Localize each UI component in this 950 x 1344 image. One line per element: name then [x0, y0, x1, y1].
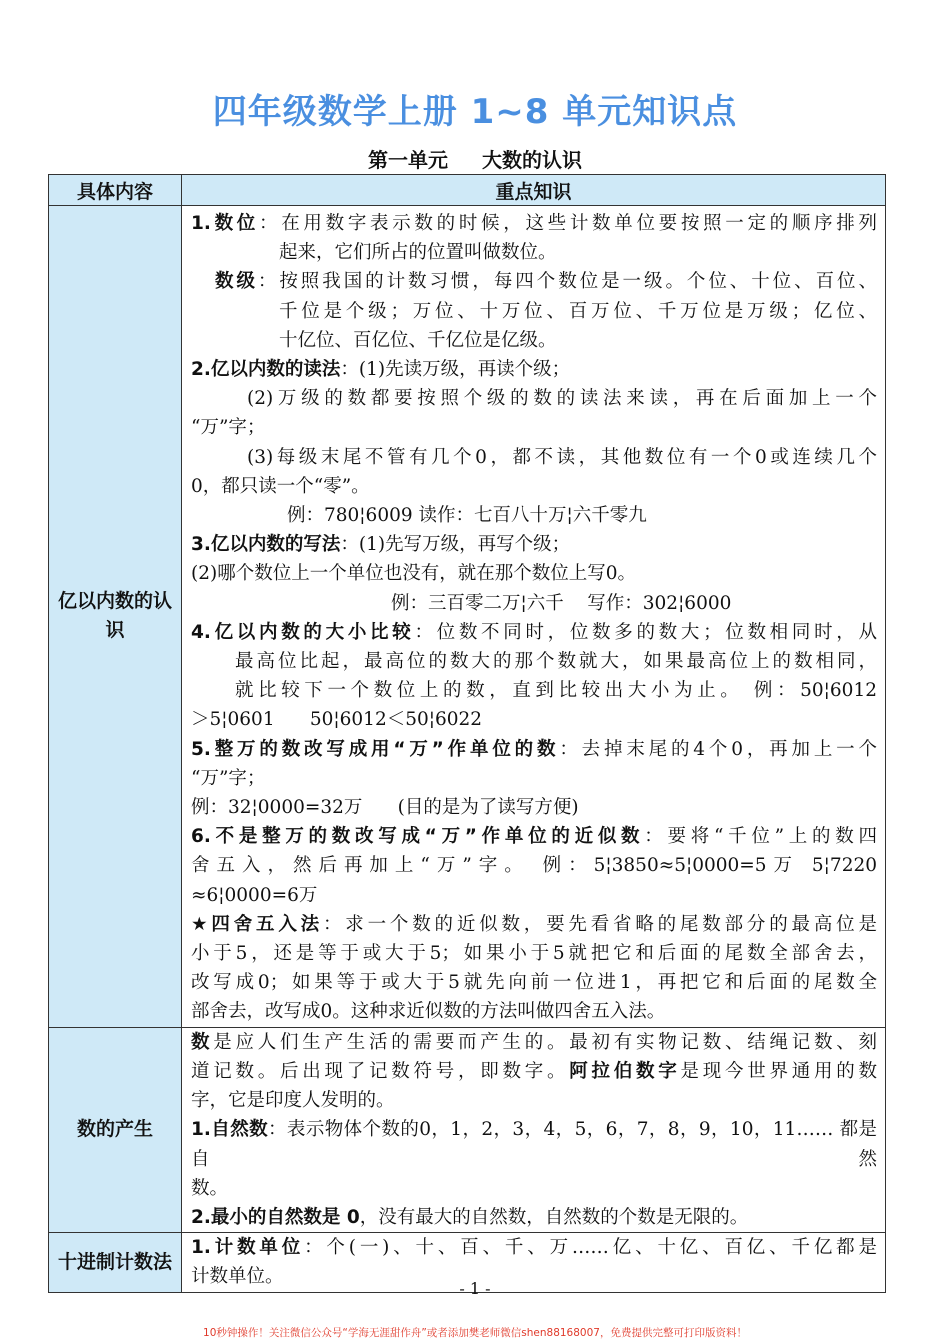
- table-row: [49, 206, 886, 1028]
- line: (2)万级的数都要按照个级的数的读法来读，再在后面加上一个: [247, 388, 877, 410]
- row-content: [182, 1027, 886, 1232]
- unit-label: 第一单元: [368, 148, 448, 172]
- document-title: 四年级数学上册 1~8 单元知识点: [212, 92, 738, 132]
- line: 4.亿以内数的大小比较：位数不同时，位数多的数大；位数相同时，从: [191, 621, 877, 643]
- line: 道记数。后出现了记数符号，即数字。阿拉伯数字是现今世界通用的数: [191, 1060, 877, 1082]
- footer-note: 10秒钟操作！关注微信公众号“学海无涯甜作舟”或者添加樊老师微信shen88168007，免费提供完整可打印版资料！: [203, 1327, 747, 1339]
- line: 1.数位：在用数字表示数的时候，这些计数单位要按照一定的顺序排列: [191, 213, 877, 234]
- line: 5.整万的数改写成用“万”作单位的数：去掉末尾的4个0，再加上一个: [191, 738, 877, 760]
- line: 十亿位、百亿位、千亿位是亿级。: [279, 329, 557, 351]
- line: 例：780¦6009 读作：七百八十万¦六千零九: [287, 505, 647, 527]
- line: 改写成0；如果等于或大于5就先向前一位进1，再把它和后面的尾数全: [191, 972, 877, 994]
- line: 1.计数单位：个(一)、十、百、千、万……亿、十亿、百亿、千亿都是: [191, 1237, 877, 1259]
- table-row: [49, 1027, 886, 1232]
- line: 例：32¦0000=32万 (目的是为了读写方便): [191, 797, 579, 819]
- line: 例：三百零二万¦六千 写作：302¦6000: [391, 592, 732, 614]
- knowledge-table: [48, 174, 886, 1293]
- line: ★四舍五入法：求一个数的近似数，要先看省略的尾数部分的最高位是: [191, 913, 877, 935]
- unit-name: 大数的认识: [482, 148, 582, 172]
- line: 数。: [191, 1177, 229, 1199]
- line: 3.亿以内数的写法：(1)先写万级，再写个级；: [191, 534, 571, 556]
- page-number: - 1 -: [459, 1279, 491, 1298]
- line: 最高位比起，最高位的数大的那个数就大，如果最高位上的数相同，: [235, 651, 877, 673]
- line: 0，都只读一个“零”。: [191, 475, 370, 497]
- line: “万”字；: [191, 417, 266, 439]
- line: 2.亿以内数的读法：(1)先读万级，再读个级；: [191, 359, 571, 381]
- row-topic: 亿以内数的认识: [49, 206, 182, 1028]
- line: 1.自然数：表示物体个数的0，1，2，3，4，5，6，7，8，9，10，11…… 都是自然: [191, 1119, 877, 1170]
- line: 数是应人们生产生活的需要而产生的。最初有实物记数、结绳记数、刻: [191, 1031, 877, 1053]
- line: 计数单位。: [191, 1266, 284, 1288]
- line: (3)每级末尾不管有几个0，都不读，其他数位有一个0或连续几个: [247, 446, 877, 468]
- line: 6.不是整万的数改写成“万”作单位的近似数：要将“千位”上的数四: [191, 826, 877, 848]
- line: ≈6¦0000=6万: [191, 884, 318, 906]
- line: 千位是个级；万位、十万位、百万位、千万位是万级；亿位、: [279, 300, 877, 322]
- line: 舍五入，然后再加上“万”字。 例：5¦3850≈5¦0000=5万 5¦7220: [191, 855, 877, 877]
- line: “万”字；: [191, 767, 266, 789]
- line: (2)哪个数位上一个单位也没有，就在那个数位上写0。: [191, 563, 636, 585]
- row-topic: 数的产生: [49, 1027, 182, 1232]
- line: 字，它是印度人发明的。: [191, 1090, 395, 1112]
- line: 2.最小的自然数是 0，没有最大的自然数，自然数的个数是无限的。: [191, 1206, 749, 1228]
- row-topic: 十进制计数法: [49, 1233, 182, 1292]
- header-key-points: 重点知识: [182, 175, 886, 206]
- header-content: 具体内容: [49, 175, 182, 206]
- line: ＞5¦0601 50¦6012＜50¦6022: [191, 709, 483, 731]
- table-header-row: [49, 175, 886, 206]
- line: 部舍去，改写成0。这种求近似数的方法叫做四舍五入法。: [191, 1001, 666, 1023]
- unit-title: [0, 144, 950, 173]
- line: 小于5，还是等于或大于5；如果小于5就把它和后面的尾数全部舍去，: [191, 943, 877, 965]
- line: 数级：按照我国的计数习惯，每四个数位是一级。个位、十位、百位、: [215, 271, 877, 293]
- line: 起来，它们所占的位置叫做数位。: [279, 242, 557, 264]
- line: 就比较下一个数位上的数，直到比较出大小为止。 例：50¦6012: [235, 680, 877, 702]
- row-content: [182, 206, 886, 1028]
